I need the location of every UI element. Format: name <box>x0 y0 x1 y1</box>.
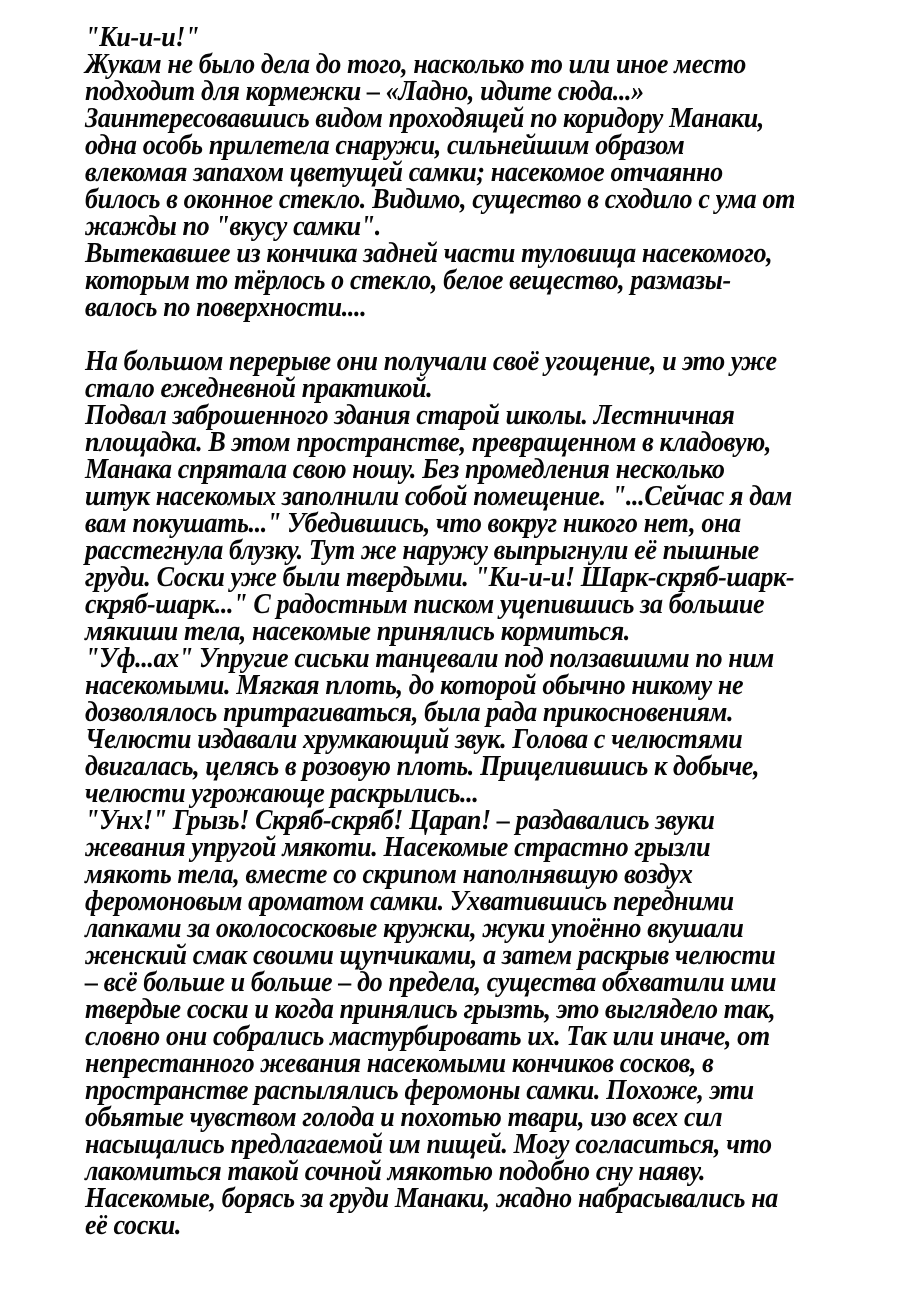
text-line: дозволялось притрагиваться, была рада прикосновениям. <box>85 697 734 728</box>
text-line: Подвал заброшенного здания старой школы. Лестничная <box>85 400 735 431</box>
text-line: женский смак своими щупчиками, а затем раскрыв челюсти <box>85 940 776 971</box>
text-line: стало ежедневной практикой. <box>85 373 433 404</box>
text-line: влекомая запахом цветущей самки; насекомое отчаянно <box>85 157 723 188</box>
text-line: "Уф...ах" Упругие сиськи танцевали под ползавшими по ним <box>85 643 774 674</box>
text-line: одна особь прилетела снаружи, сильнейшим образом <box>85 130 685 161</box>
text-line: вам покушать..." Убедившись, что вокруг никого нет, она <box>85 508 741 539</box>
text-line: штук насекомых заполнили собой помещение. "...Сейчас я дам <box>85 481 792 512</box>
text-line: Челюсти издавали хрумкающий звук. Голова с челюстями <box>85 724 743 755</box>
text-line: пространстве распылялись феромоны самки. Похоже, эти <box>85 1075 754 1106</box>
text-line: которым то тёрлось о стекло, белое вещество, размазы- <box>85 265 731 296</box>
text-line: её соски. <box>85 1210 181 1241</box>
text-line: площадка. В этом пространстве, превращенном в кладовую, <box>85 427 771 458</box>
text-line: лапками за околососковые кружки, жуки упоённо вкушали <box>85 913 744 944</box>
text-block <box>85 24 875 1239</box>
text-line: твердые соски и когда принялись грызть, это выглядело так, <box>85 994 776 1025</box>
text-line: жевания упругой мякоти. Насекомые страстно грызли <box>85 832 711 863</box>
text-line: валось по поверхности.... <box>85 292 367 323</box>
text-line: Заинтересовавшись видом проходящей по коридору Манаки, <box>85 103 764 134</box>
text-line: Жукам не было дела до того, насколько то или иное место <box>85 49 746 80</box>
text-line: двигалась, целясь в розовую плоть. Прицелившись к добыче, <box>85 751 760 782</box>
text-line: насыщались предлагаемой им пищей. Могу согласиться, что <box>85 1129 772 1160</box>
text-line: – всё больше и больше – до предела, существа обхватили ими <box>85 967 777 998</box>
text-line: обьятые чувством голода и похотью твари, изо всех сил <box>85 1102 723 1133</box>
text-line: расстегнула блузку. Тут же наружу выпрыгнули её пышные <box>85 535 759 566</box>
text-line: жажды по "вкусу самки". <box>85 211 381 242</box>
text-line: груди. Соски уже были твердыми. "Ки-и-и! Шарк-скряб-шарк- <box>85 562 795 593</box>
text-line: "Унх!" Грызь! Скряб-скряб! Царап! – раздавались звуки <box>85 805 715 836</box>
text-line: мякоть тела, вместе со скрипом наполнявшую воздух <box>85 859 693 890</box>
text-line: На большом перерыве они получали своё угощение, и это уже <box>85 346 777 377</box>
text-line: лакомиться такой сочной мякотью подобно сну наяву. <box>85 1156 706 1187</box>
text-line: непрестанного жевания насекомыми кончиков сосков, в <box>85 1048 714 1079</box>
text-line: челюсти угрожающе раскрылись... <box>85 778 479 809</box>
text-line: феромоновым ароматом самки. Ухватившись передними <box>85 886 734 917</box>
text-line: Манака спрятала свою ношу. Без промедления несколько <box>85 454 725 485</box>
text-line: Насекомые, борясь за груди Манаки, жадно набрасывались на <box>85 1183 778 1214</box>
text-line: билось в оконное стекло. Видимо, существо в сходило с ума от <box>85 184 795 215</box>
text-line: насекомыми. Мягкая плоть, до которой обычно никому не <box>85 670 744 701</box>
text-line: скряб-шарк..." С радостным писком уцепившись за большие <box>85 589 765 620</box>
text-line: словно они собрались мастурбировать их. Так или иначе, от <box>85 1021 770 1052</box>
text-line: Вытекавшее из кончика задней части туловища насекомого, <box>85 238 773 269</box>
text-line: подходит для кормежки – «Ладно, идите сюда...» <box>85 76 644 107</box>
text-line: мякиши тела, насекомые принялись кормиться. <box>85 616 630 647</box>
text-line: "Ки-и-и!" <box>85 22 200 53</box>
